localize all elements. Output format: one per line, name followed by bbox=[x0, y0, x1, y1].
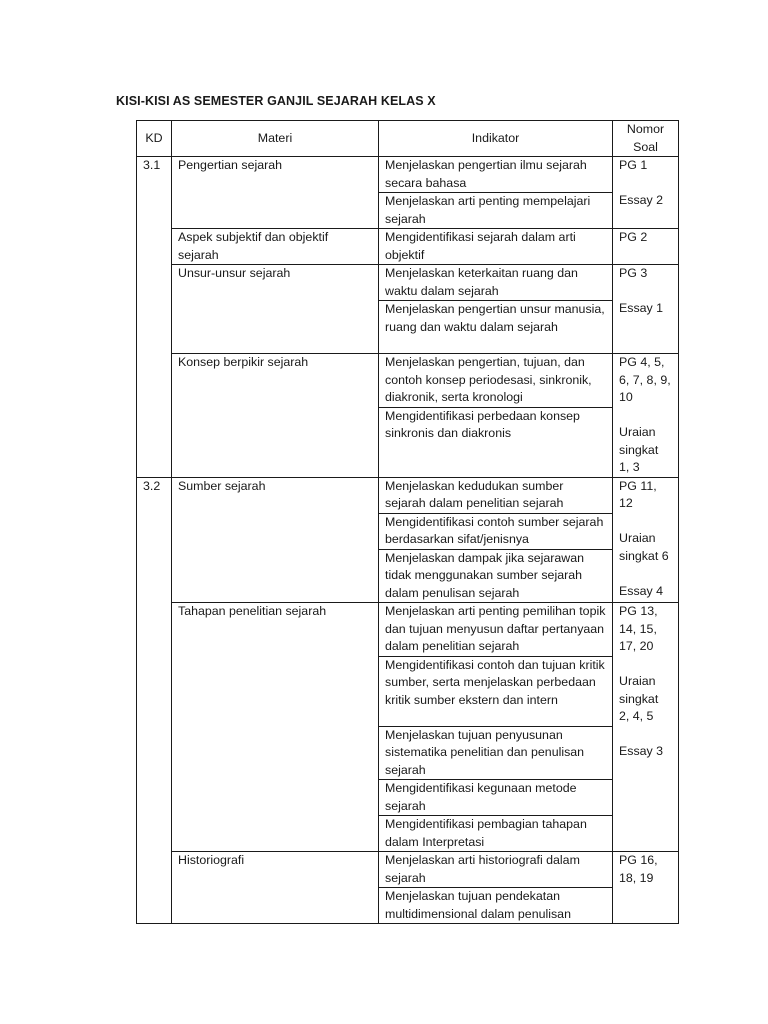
kisi-kisi-table bbox=[136, 120, 679, 924]
materi-cell: Aspek subjektif dan objektif sejarah bbox=[172, 229, 379, 265]
indikator-cell: Menjelaskan pengertian unsur manusia, ruang dan waktu dalam sejarah bbox=[379, 301, 613, 354]
kd-cell: 3.1 bbox=[137, 157, 172, 478]
table-row bbox=[137, 229, 679, 265]
nomor-soal-cell: PG 3 Essay 1 bbox=[613, 265, 679, 354]
kd-cell: 3.2 bbox=[137, 477, 172, 924]
indikator-cell: Menjelaskan arti historiografi dalam sejarah bbox=[379, 852, 613, 888]
materi-cell: Sumber sejarah bbox=[172, 477, 379, 603]
table-header-row bbox=[137, 121, 679, 157]
indikator-cell: Mengidentifikasi contoh sumber sejarah berdasarkan sifat/jenisnya bbox=[379, 513, 613, 549]
nomor-soal-cell: PG 13, 14, 15, 17, 20 Uraian singkat 2, 4, 5 Essay 3 bbox=[613, 603, 679, 852]
table-row bbox=[137, 603, 679, 657]
header-kd: KD bbox=[137, 121, 172, 157]
nomor-soal-cell: PG 1 Essay 2 bbox=[613, 157, 679, 229]
materi-cell: Historiografi bbox=[172, 852, 379, 924]
indikator-cell: Menjelaskan arti penting mempelajari sejarah bbox=[379, 193, 613, 229]
header-nomor-soal: Nomor Soal bbox=[613, 121, 679, 157]
indikator-cell: Menjelaskan arti penting pemilihan topik dan tujuan menyusun daftar pertanyaan dalam penelitian sejarah bbox=[379, 603, 613, 657]
indikator-cell: Mengidentifikasi pembagian tahapan dalam Interpretasi bbox=[379, 816, 613, 852]
materi-cell: Tahapan penelitian sejarah bbox=[172, 603, 379, 852]
header-indikator: Indikator bbox=[379, 121, 613, 157]
indikator-cell: Menjelaskan dampak jika sejarawan tidak menggunakan sumber sejarah dalam penulisan sejarah bbox=[379, 549, 613, 603]
indikator-cell: Mengidentifikasi sejarah dalam arti objektif bbox=[379, 229, 613, 265]
indikator-cell: Mengidentifikasi kegunaan metode sejarah bbox=[379, 780, 613, 816]
indikator-cell: Mengidentifikasi perbedaan konsep sinkronis dan diakronis bbox=[379, 407, 613, 477]
table-row bbox=[137, 157, 679, 193]
indikator-cell: Menjelaskan keterkaitan ruang dan waktu dalam sejarah bbox=[379, 265, 613, 301]
nomor-soal-cell: PG 11, 12 Uraian singkat 6 Essay 4 bbox=[613, 477, 679, 603]
indikator-cell: Menjelaskan kedudukan sumber sejarah dalam penelitian sejarah bbox=[379, 477, 613, 513]
materi-cell: Konsep berpikir sejarah bbox=[172, 354, 379, 478]
table-row bbox=[137, 852, 679, 888]
page-title: KISI-KISI AS SEMESTER GANJIL SEJARAH KELAS X bbox=[116, 94, 436, 108]
indikator-cell: Menjelaskan pengertian, tujuan, dan contoh konsep periodesasi, sinkronik, diakronik, serta kronologi bbox=[379, 354, 613, 408]
indikator-cell: Menjelaskan tujuan penyusunan sistematika penelitian dan penulisan sejarah bbox=[379, 726, 613, 780]
materi-cell: Unsur-unsur sejarah bbox=[172, 265, 379, 354]
indikator-cell: Menjelaskan tujuan pendekatan multidimensional dalam penulisan bbox=[379, 888, 613, 924]
nomor-soal-cell: PG 2 bbox=[613, 229, 679, 265]
materi-cell: Pengertian sejarah bbox=[172, 157, 379, 229]
table-row bbox=[137, 354, 679, 408]
nomor-soal-cell: PG 16, 18, 19 bbox=[613, 852, 679, 924]
nomor-soal-cell: PG 4, 5, 6, 7, 8, 9, 10 Uraian singkat 1, 3 bbox=[613, 354, 679, 478]
indikator-cell: Menjelaskan pengertian ilmu sejarah secara bahasa bbox=[379, 157, 613, 193]
table-row bbox=[137, 265, 679, 301]
table-row bbox=[137, 477, 679, 513]
header-materi: Materi bbox=[172, 121, 379, 157]
indikator-cell: Mengidentifikasi contoh dan tujuan kritik sumber, serta menjelaskan perbedaan kritik sumber ekstern dan intern bbox=[379, 656, 613, 726]
